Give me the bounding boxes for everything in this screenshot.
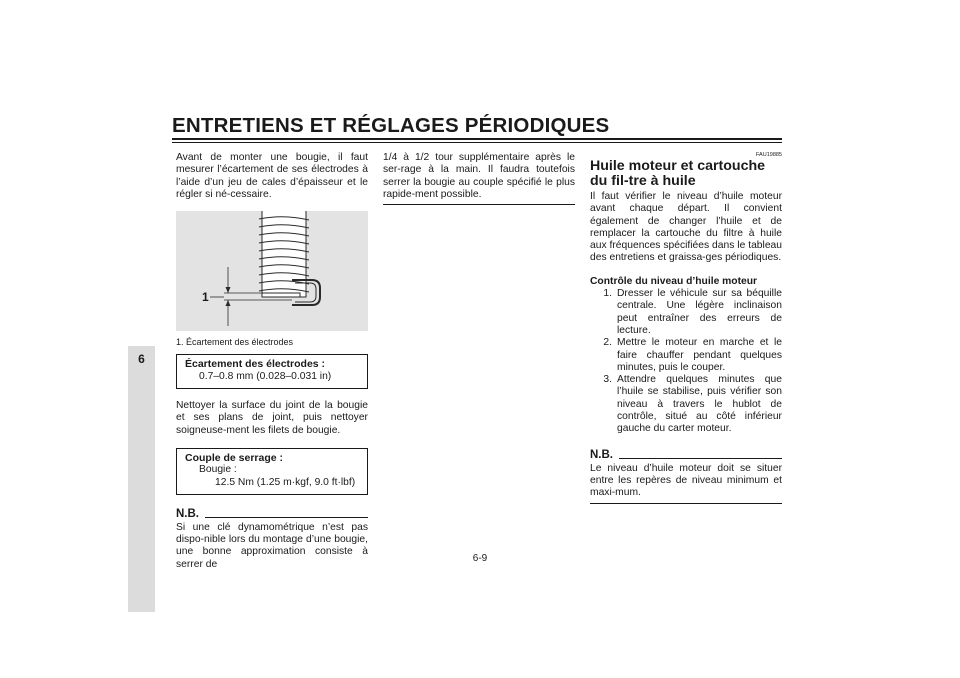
nb-text: Le niveau d’huile moteur doit se situer entre les repères de niveau minimum et maxi-mum.: [590, 462, 782, 499]
step-number: 1.: [603, 288, 612, 300]
nb-end-rule: [590, 503, 782, 504]
step-number: 3.: [603, 374, 612, 386]
step-text: Mettre le moteur en marche et le faire chauffer pendant quelques minutes, puis le couper.: [617, 337, 782, 373]
title-rule: [172, 138, 782, 140]
list-item: [590, 374, 782, 435]
column-2: [383, 152, 575, 205]
spec-item: Bougie :: [199, 464, 237, 476]
figure-callout: 1: [202, 290, 209, 305]
section-intro: Il faut vérifier le niveau d’huile moteur avant chaque départ. Il convient également de changer l’huile et de remplacer la cartouche du filtre à huile aux fréquences spécifiées dans le tableau des entretiens et graissa-ges périodiques.: [590, 191, 782, 264]
spark-plug-illustration: [176, 211, 368, 331]
step-text: Dresser le véhicule sur sa béquille centrale. Une légère inclinaison peut entraîner des erreurs de lecture.: [617, 288, 782, 336]
continued-paragraph: 1/4 à 1/2 tour supplémentaire après le ser-rage à la main. Il faudra toutefois serrer la bougie au couple spécifié le plus rapide-ment possible.: [383, 152, 575, 200]
page-title: ENTRETIENS ET RÉGLAGES PÉRIODIQUES: [172, 114, 610, 137]
nb-end-rule: [383, 204, 575, 205]
list-item: [590, 337, 782, 374]
nb-text: Si une clé dynamométrique n’est pas dispo-nible lors du montage d’une bougie, une bonne approximation consiste à serrer de: [176, 521, 368, 570]
spec-value: 0.7–0.8 mm (0.028–0.031 in): [199, 370, 332, 382]
column-1: [176, 152, 368, 571]
nb-rule: [205, 517, 368, 518]
electrode-gap-spec-box: [176, 354, 368, 389]
spec-title: Couple de serrage :: [185, 451, 284, 464]
section-title: Huile moteur et cartouche du fil-tre à huile: [590, 158, 766, 189]
torque-spec-box: [176, 448, 368, 495]
steps-list: [590, 288, 782, 436]
list-item: [590, 288, 782, 337]
reference-code: FAU19885: [756, 152, 782, 158]
spec-value: 12.5 Nm (1.25 m·kgf, 9.0 ft·lbf): [215, 476, 356, 488]
nb-header: [590, 449, 782, 461]
nb-header: [176, 508, 368, 520]
chapter-number: 6: [138, 352, 145, 366]
sub-section-title: Contrôle du niveau d’huile moteur: [590, 275, 758, 287]
intro-paragraph: Avant de monter une bougie, il faut mesurer l’écartement de ses électrodes à l’aide d’un jeu de cales d’épaisseur et le régler si né-cessaire.: [176, 152, 368, 200]
nb-label: N.B.: [590, 448, 613, 461]
cleaning-paragraph: Nettoyer la surface du joint de la bougie et ses plans de joint, puis nettoyer soigneuse-ment les filets de bougie.: [176, 400, 368, 436]
step-text: Attendre quelques minutes que l’huile se stabilise, puis vérifier son niveau à travers le hublot de contrôle, situé au côté inférieur gauche du carter moteur.: [617, 374, 782, 435]
step-number: 2.: [603, 337, 612, 349]
nb-rule: [619, 458, 782, 459]
page-number: 6-9: [472, 553, 488, 564]
spec-title: Écartement des électrodes :: [185, 358, 326, 371]
figure-caption: 1. Écartement des électrodes: [176, 337, 294, 348]
column-3: [590, 152, 782, 504]
chapter-tab: [128, 346, 155, 612]
spark-plug-figure: [176, 211, 368, 331]
nb-label: N.B.: [176, 507, 199, 520]
title-rule-thin: [172, 142, 782, 143]
